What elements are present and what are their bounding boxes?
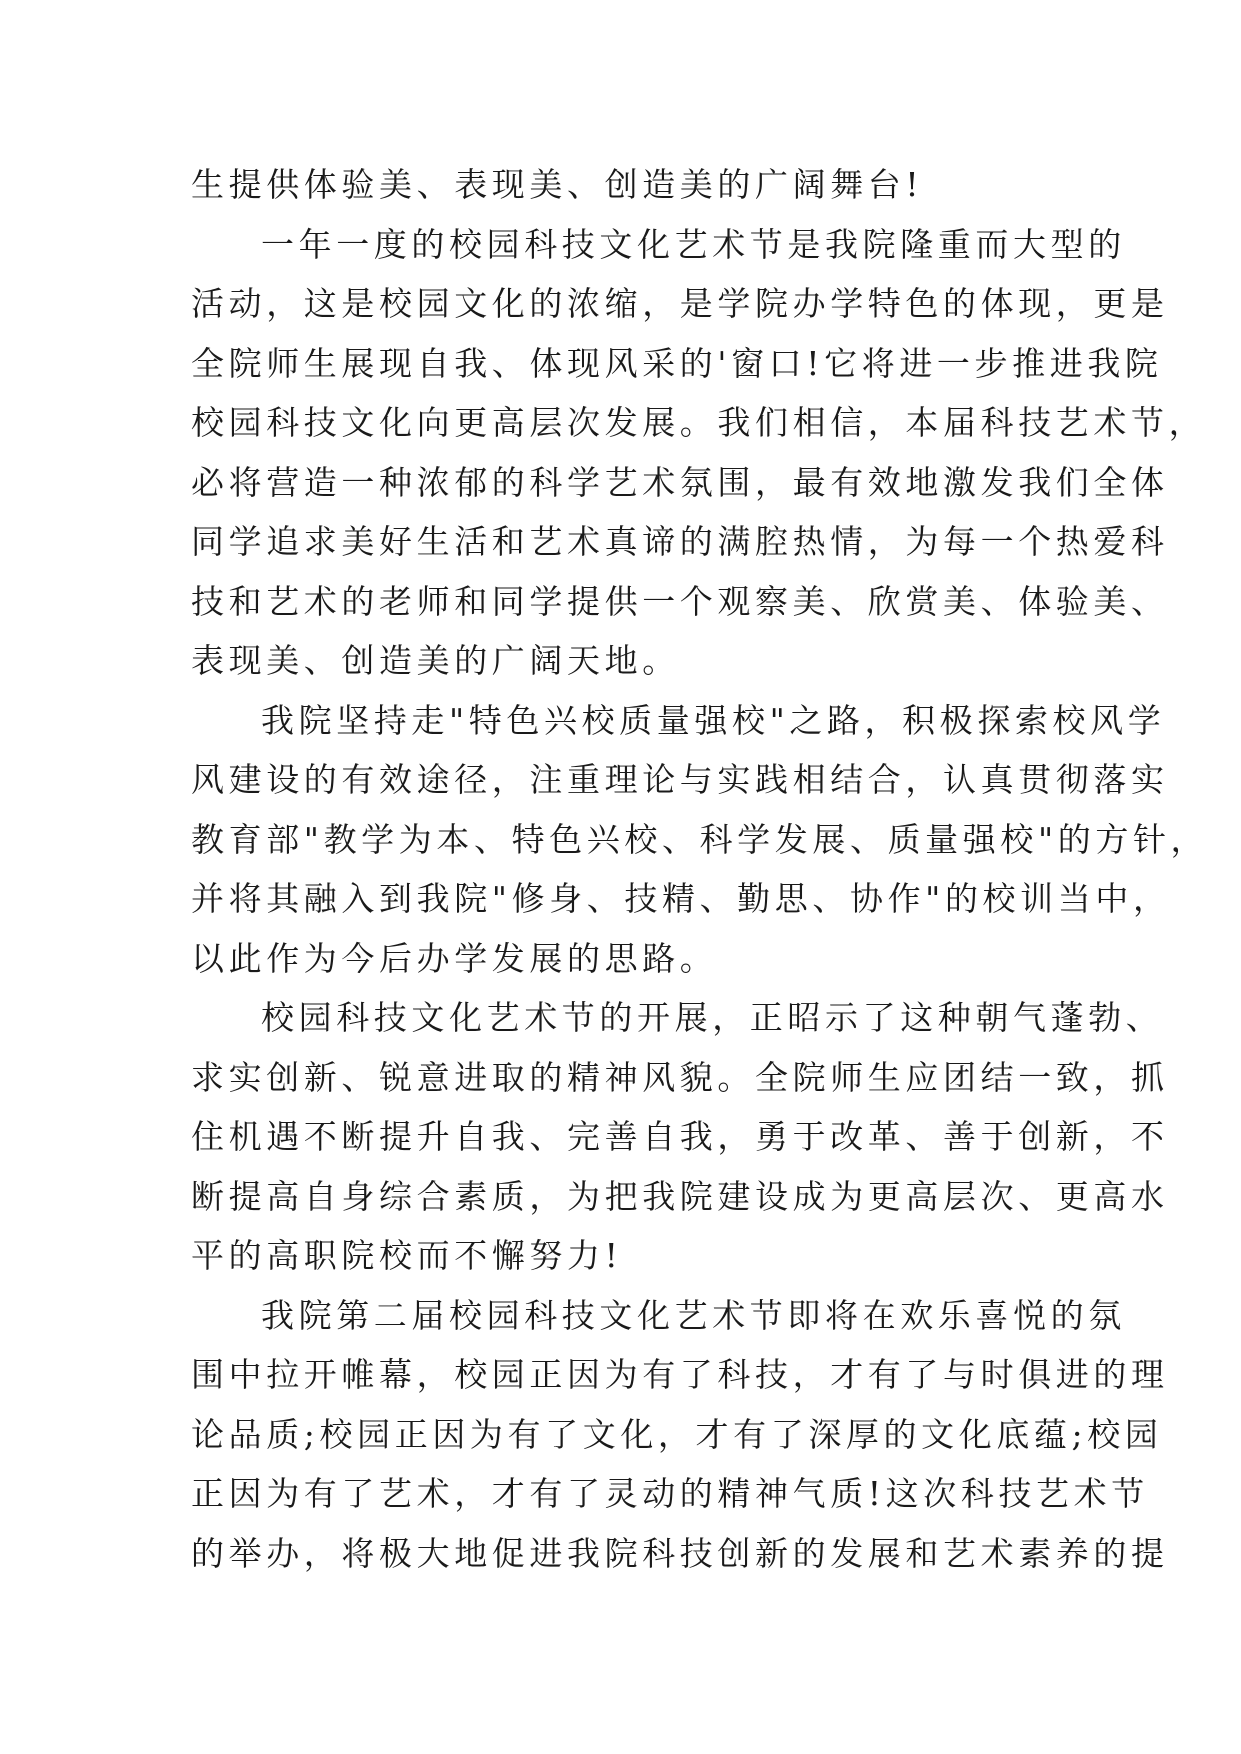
text-line: 并将其融入到我院"修身、技精、勤思、协作"的校训当中， [191,879,1171,918]
paragraph-first-line: 我院第二届校园科技文化艺术节即将在欢乐喜悦的氛 [261,1295,1126,1335]
text-line: 的举办，将极大地促进我院科技创新的发展和艺术素养的提 [191,1533,1169,1573]
text-line: 生提供体验美、表现美、创造美的广阔舞台! [191,165,924,204]
text-line: 围中拉开帷幕，校园正因为有了科技，才有了与时俱进的理 [191,1355,1169,1394]
text-line: 必将营造一种浓郁的科学艺术氛围，最有效地激发我们全体 [191,462,1169,502]
text-line: 校园科技文化向更高层次发展。我们相信，本届科技艺术节， [191,403,1207,442]
text-line: 断提高自身综合素质，为把我院建设成为更高层次、更高水 [191,1176,1169,1216]
text-line: 表现美、创造美的广阔天地。 [191,641,680,680]
text-line: 论品质;校园正因为有了文化，才有了深厚的文化底蕴;校园 [191,1414,1163,1454]
text-line: 求实创新、锐意进取的精神风貌。全院师生应团结一致，抓 [191,1057,1169,1097]
text-line: 以此作为今后办学发展的思路。 [191,938,718,978]
text-line: 同学追求美好生活和艺术真谛的满腔热情，为每一个热爱科 [191,522,1169,561]
text-line: 活动，这是校园文化的浓缩，是学院办学特色的体现，更是 [191,284,1169,323]
body-text [191,155,1209,1583]
text-line: 全院师生展现自我、体现风采的'窗口!它将进一步推进我院 [191,343,1163,383]
text-line: 住机遇不断提升自我、完善自我，勇于改革、善于创新，不 [191,1117,1169,1156]
paragraph-first-line: 一年一度的校园科技文化艺术节是我院隆重而大型的 [261,224,1126,264]
text-line: 风建设的有效途径，注重理论与实践相结合，认真贯彻落实 [191,760,1169,799]
paragraph-first-line: 校园科技文化艺术节的开展，正昭示了这种朝气蓬勃、 [261,998,1164,1037]
text-line: 平的高职院校而不懈努力! [191,1236,623,1275]
text-line: 正因为有了艺术，才有了灵动的精神气质!这次科技艺术节 [191,1474,1149,1513]
paragraph-first-line: 我院坚持走"特色兴校质量强校"之路，积极探索校风学 [261,700,1166,740]
text-line: 技和艺术的老师和同学提供一个观察美、欣赏美、体验美、 [191,581,1169,621]
text-line: 教育部"教学为本、特色兴校、科学发展、质量强校"的方针， [191,819,1209,859]
